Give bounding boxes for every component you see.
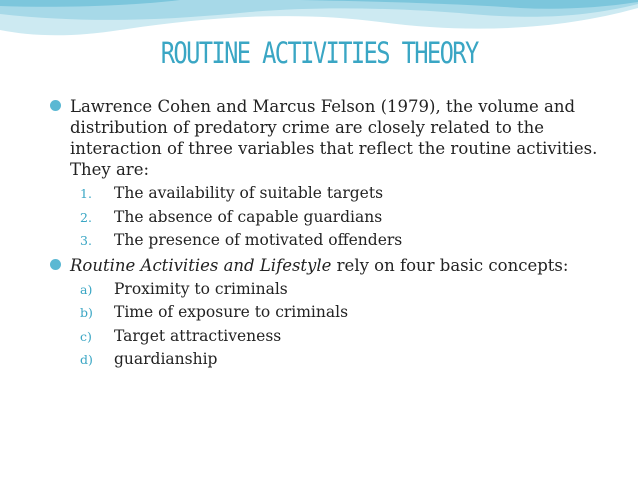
bullet-item — [48, 255, 608, 276]
bullet-text: rely on four basic concepts: — [331, 255, 569, 275]
list-item-text: The absence of capable guardians — [114, 207, 383, 226]
bullet-text: Lawrence Cohen and Marcus Felson (1979), the volume and distribution of predatory crime are closely related to the interaction of three variables that reflect the routine activities. They are: — [70, 97, 598, 179]
bullet-italic-text: Routine Activities and Lifestyle — [70, 255, 332, 275]
list-item — [80, 348, 608, 372]
lettered-list — [48, 278, 608, 372]
slide-title: ROUTINE ACTIVITIES THEORY — [160, 36, 478, 70]
list-item-text: Proximity to criminals — [114, 279, 288, 298]
bullet-dot-icon — [50, 100, 61, 111]
list-item-text: Target attractiveness — [114, 326, 282, 345]
list-item-text: The availability of suitable targets — [114, 184, 384, 202]
slide-content — [48, 96, 608, 372]
list-item — [80, 278, 608, 302]
numbered-list — [48, 182, 608, 253]
bullet-item — [48, 96, 608, 180]
list-marker: 2. — [80, 209, 92, 225]
list-marker: b) — [80, 305, 93, 320]
list-item — [80, 229, 608, 253]
list-item — [80, 325, 608, 349]
list-marker: a) — [80, 281, 93, 297]
list-marker: d) — [80, 352, 93, 367]
list-marker: c) — [80, 328, 92, 344]
list-marker: 3. — [80, 233, 92, 248]
list-marker: 1. — [80, 186, 92, 201]
list-item-text: Time of exposure to criminals — [114, 303, 349, 321]
list-item — [80, 206, 608, 230]
bullet-dot-icon — [50, 259, 61, 270]
list-item-text: The presence of motivated offenders — [114, 231, 403, 249]
list-item-text: guardianship — [114, 350, 218, 368]
list-item — [80, 301, 608, 325]
list-item — [80, 182, 608, 206]
